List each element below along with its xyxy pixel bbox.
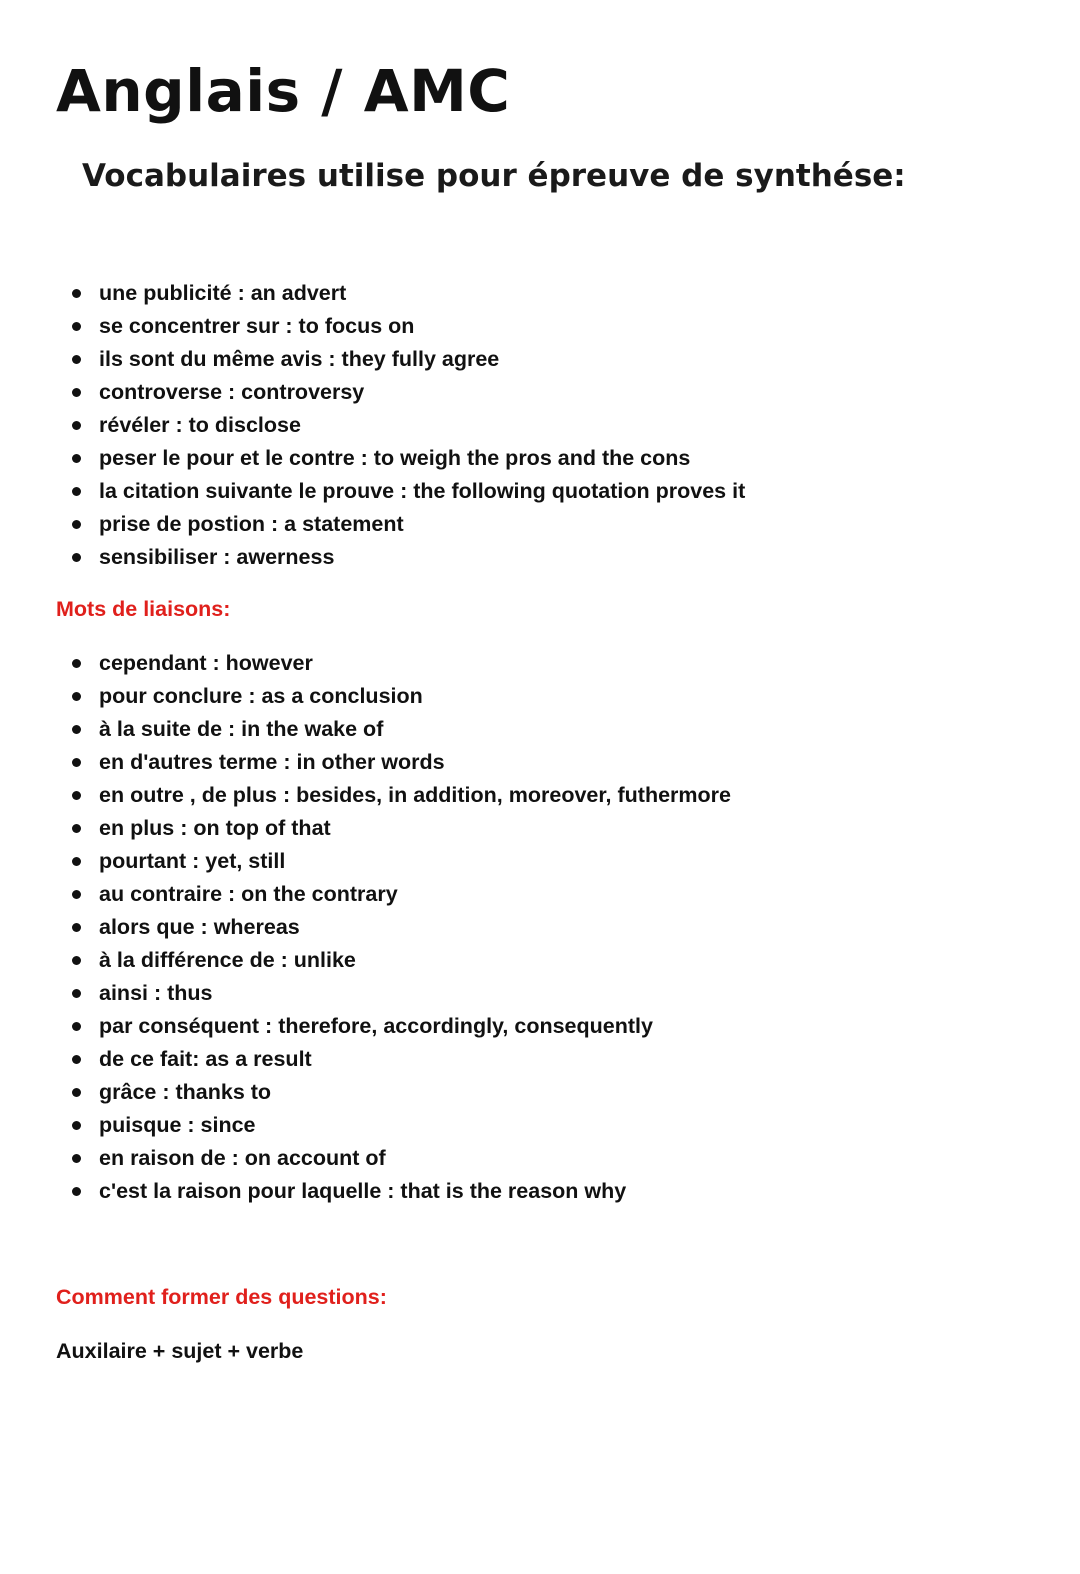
list-item-text: par conséquent : therefore, accordingly, consequently — [99, 1014, 653, 1038]
list-item — [0, 1010, 731, 1043]
bullet-icon — [72, 1022, 81, 1031]
list-item — [0, 713, 731, 746]
list-item-text: cependant : however — [99, 651, 313, 675]
list-item-text: une publicité : an advert — [99, 281, 347, 305]
bullet-icon — [72, 857, 81, 866]
list-item — [0, 310, 745, 343]
list-item — [0, 1076, 731, 1109]
bullet-icon — [72, 890, 81, 899]
list-item-text: pour conclure : as a conclusion — [99, 684, 423, 708]
list-item — [0, 409, 745, 442]
bullet-icon — [72, 989, 81, 998]
list-item-text: la citation suivante le prouve : the following quotation proves it — [99, 479, 746, 503]
list-item — [0, 508, 745, 541]
bullet-icon — [72, 454, 81, 463]
list-item-text: peser le pour et le contre : to weigh the pros and the cons — [99, 446, 691, 470]
list-item — [0, 376, 745, 409]
question-formula: Auxilaire + sujet + verbe — [56, 1339, 304, 1363]
list-item — [0, 680, 731, 713]
list-item — [0, 1109, 731, 1142]
bullet-icon — [72, 388, 81, 397]
list-item — [0, 977, 731, 1010]
bullet-icon — [72, 520, 81, 529]
list-item-text: révéler : to disclose — [99, 413, 301, 437]
bullet-icon — [72, 355, 81, 364]
bullet-icon — [72, 553, 81, 562]
list-item-text: ainsi : thus — [99, 981, 213, 1005]
list-item-text: à la différence de : unlike — [99, 948, 356, 972]
section-heading-liaisons: Mots de liaisons: — [56, 597, 231, 621]
list-item — [0, 277, 745, 310]
list-item-text: en outre , de plus : besides, in addition, moreover, futhermore — [99, 783, 731, 807]
list-item-text: sensibiliser : awerness — [99, 545, 335, 569]
bullet-icon — [72, 824, 81, 833]
list-item-text: au contraire : on the contrary — [99, 882, 398, 906]
bullet-icon — [72, 1187, 81, 1196]
list-item-text: controverse : controversy — [99, 380, 365, 404]
list-item — [0, 647, 731, 680]
list-item — [0, 878, 731, 911]
bullet-icon — [72, 322, 81, 331]
list-item-text: de ce fait: as a result — [99, 1047, 312, 1071]
list-item-text: en plus : on top of that — [99, 816, 331, 840]
list-item-text: à la suite de : in the wake of — [99, 717, 384, 741]
list-item — [0, 1142, 731, 1175]
list-item-text: grâce : thanks to — [99, 1080, 272, 1104]
list-item — [0, 746, 731, 779]
list-item — [0, 944, 731, 977]
list-item-text: c'est la raison pour laquelle : that is the reason why — [99, 1179, 627, 1203]
bullet-icon — [72, 923, 81, 932]
bullet-icon — [72, 956, 81, 965]
bullet-icon — [72, 659, 81, 668]
bullet-icon — [72, 487, 81, 496]
list-item — [0, 779, 731, 812]
bullet-icon — [72, 421, 81, 430]
list-item — [0, 541, 745, 574]
bullet-icon — [72, 791, 81, 800]
list-item-text: pourtant : yet, still — [99, 849, 286, 873]
list-item-text: se concentrer sur : to focus on — [99, 314, 415, 338]
list-item — [0, 343, 745, 376]
bullet-icon — [72, 1154, 81, 1163]
list-item-text: puisque : since — [99, 1113, 256, 1137]
list-item-text: ils sont du même avis : they fully agree — [99, 347, 500, 371]
liaisons-list — [0, 647, 731, 1208]
list-item — [0, 1175, 731, 1208]
page-subtitle: Vocabulaires utilise pour épreuve de synthése: — [82, 158, 906, 194]
bullet-icon — [72, 1055, 81, 1064]
list-item — [0, 442, 745, 475]
list-item — [0, 812, 731, 845]
list-item — [0, 911, 731, 944]
section-heading-questions: Comment former des questions: — [56, 1285, 387, 1309]
list-item-text: en d'autres terme : in other words — [99, 750, 445, 774]
list-item — [0, 845, 731, 878]
bullet-icon — [72, 725, 81, 734]
bullet-icon — [72, 758, 81, 767]
bullet-icon — [72, 692, 81, 701]
page-title: Anglais / AMC — [56, 57, 511, 125]
vocabulary-list — [0, 277, 745, 574]
list-item-text: en raison de : on account of — [99, 1146, 386, 1170]
list-item — [0, 475, 745, 508]
list-item-text: prise de postion : a statement — [99, 512, 404, 536]
list-item — [0, 1043, 731, 1076]
bullet-icon — [72, 289, 81, 298]
bullet-icon — [72, 1121, 81, 1130]
bullet-icon — [72, 1088, 81, 1097]
list-item-text: alors que : whereas — [99, 915, 300, 939]
